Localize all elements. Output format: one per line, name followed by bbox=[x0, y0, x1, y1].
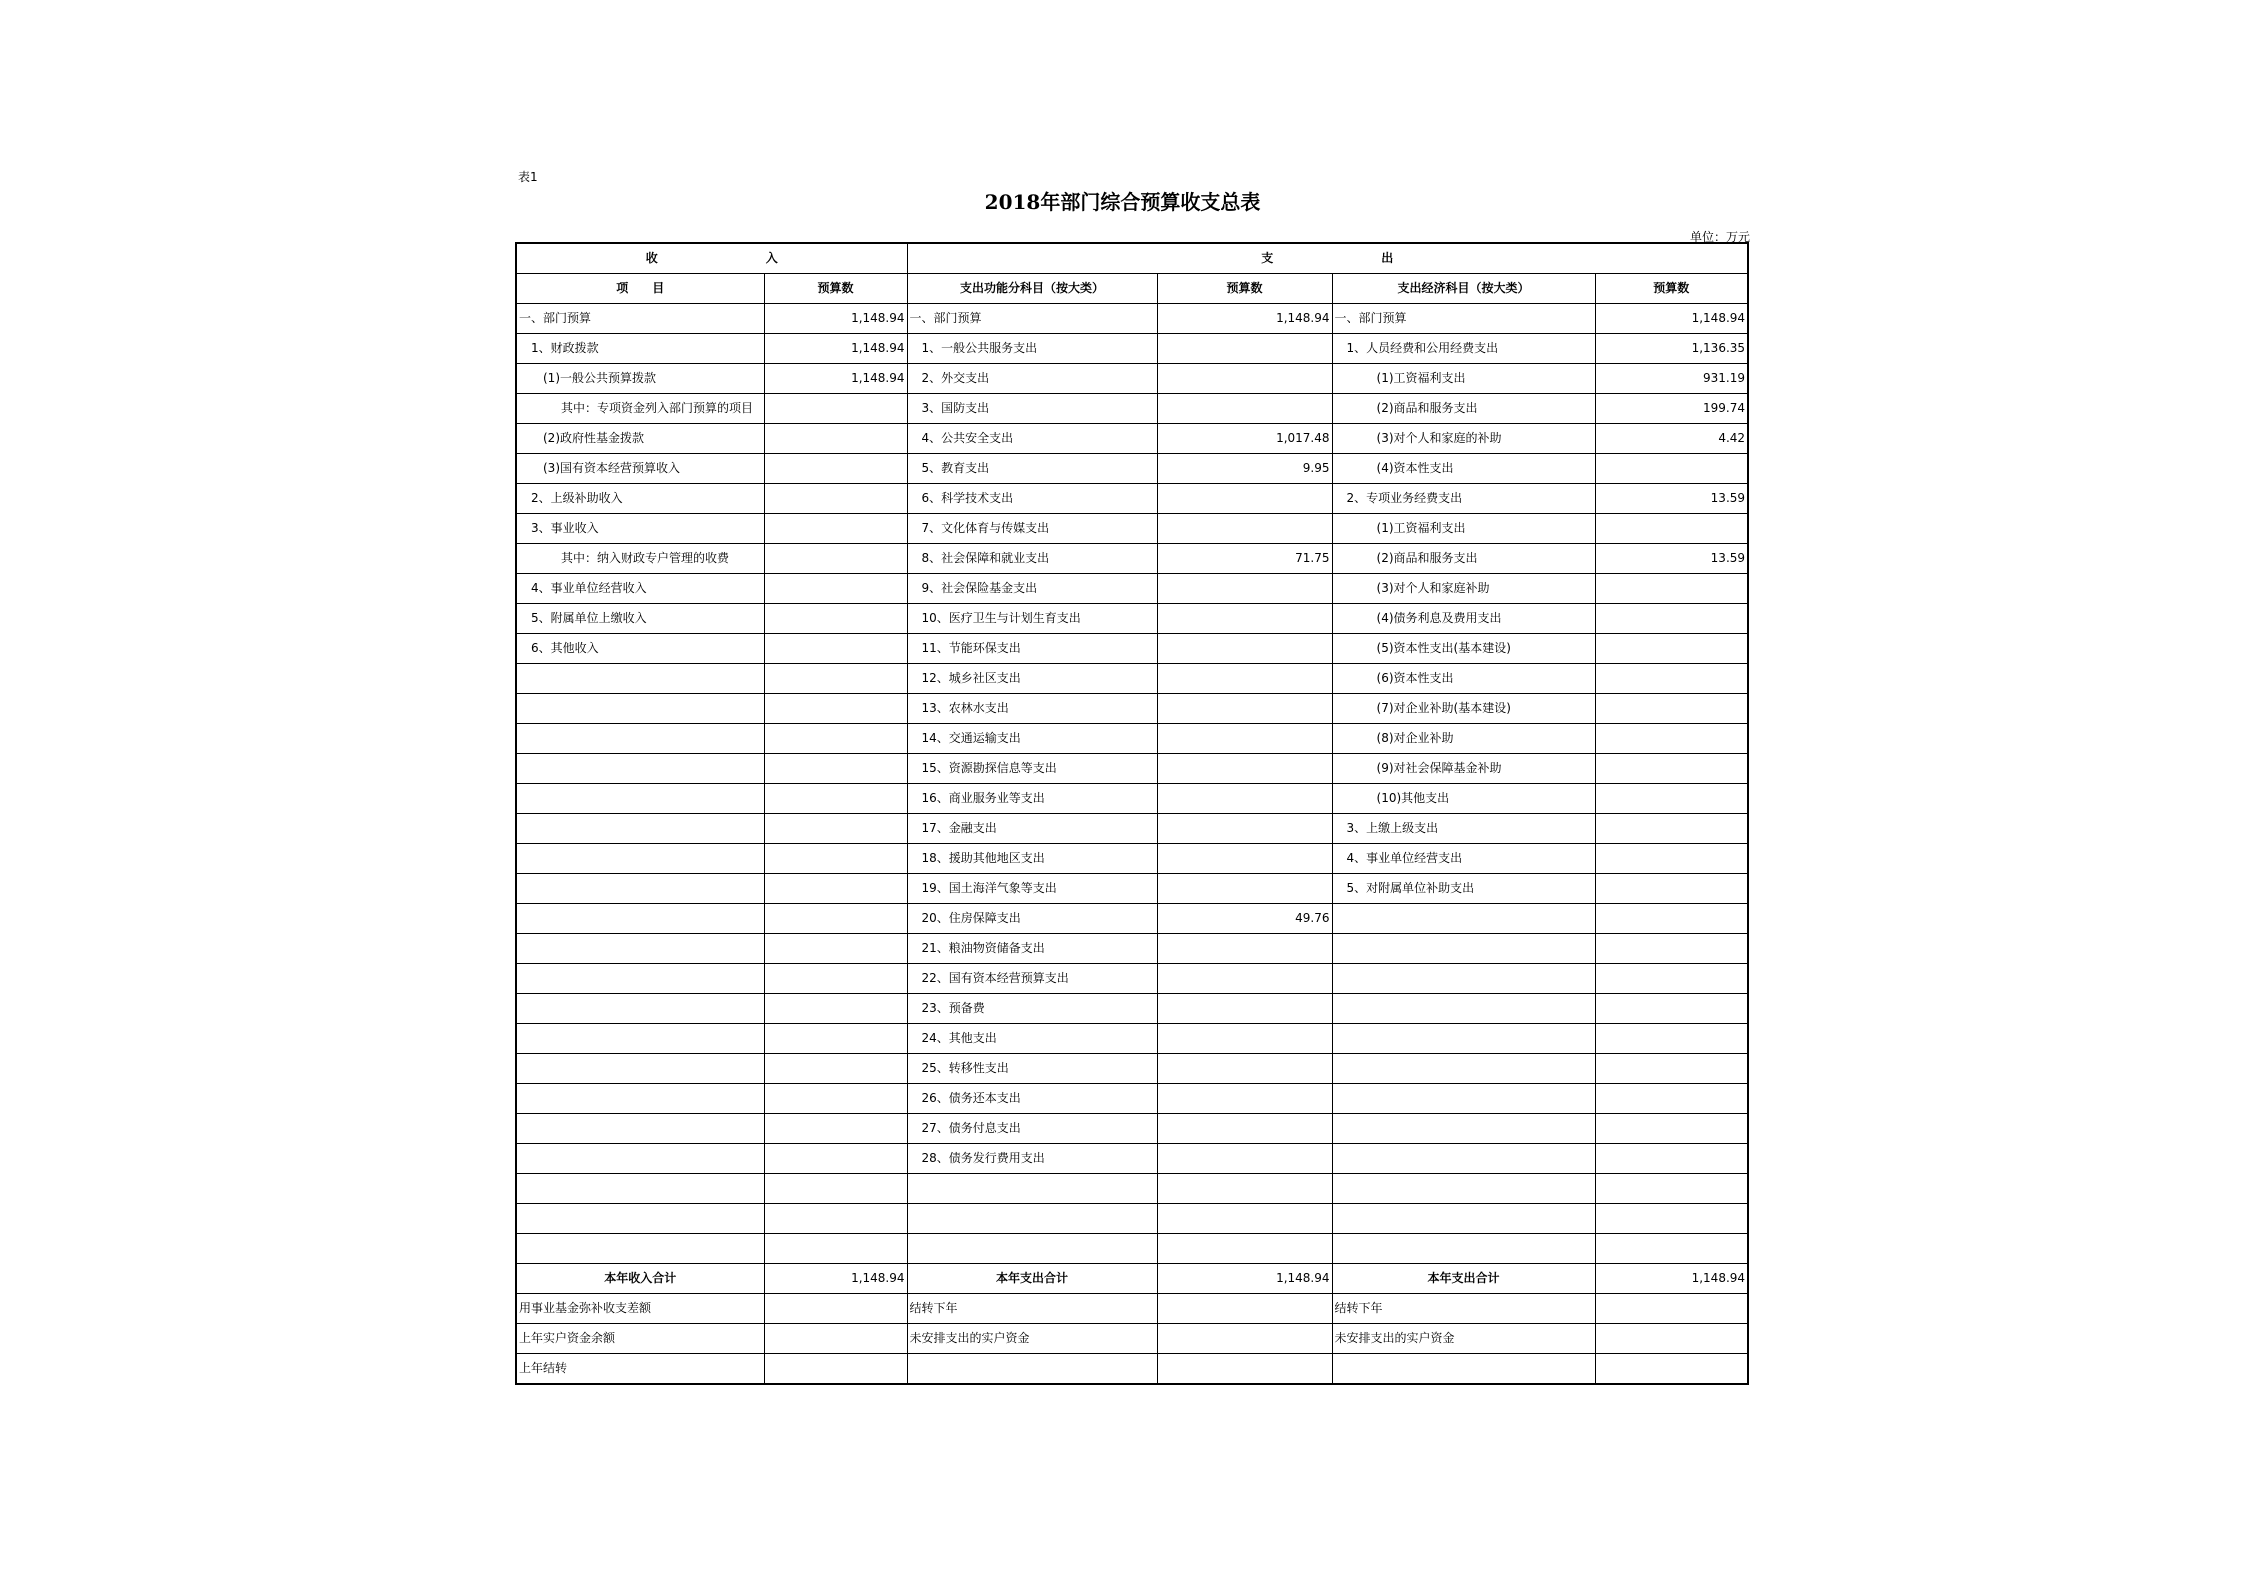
total-label: 本年支出合计 bbox=[907, 1264, 1157, 1294]
expense-function-value bbox=[1157, 334, 1332, 364]
expense-function-value bbox=[1157, 394, 1332, 424]
expense-function-value bbox=[1157, 1084, 1332, 1114]
income-budget-value bbox=[764, 1084, 907, 1114]
expense-function-label: 21、粮油物资储备支出 bbox=[907, 934, 1157, 964]
income-budget-value bbox=[764, 454, 907, 484]
expense-function-label: 1、一般公共服务支出 bbox=[907, 334, 1157, 364]
expense-function-value bbox=[1157, 664, 1332, 694]
expense-economic-label bbox=[1332, 1204, 1595, 1234]
expense-economic-value bbox=[1595, 1204, 1748, 1234]
income-budget-value bbox=[764, 1024, 907, 1054]
expense-function-label: 12、城乡社区支出 bbox=[907, 664, 1157, 694]
income-budget-value bbox=[764, 784, 907, 814]
expense-economic-label: (8)对企业补助 bbox=[1332, 724, 1595, 754]
income-item-label: 3、事业收入 bbox=[516, 514, 764, 544]
income-item-label: 5、附属单位上缴收入 bbox=[516, 604, 764, 634]
income-budget-value bbox=[764, 874, 907, 904]
income-item-label: 其中：纳入财政专户管理的收费 bbox=[516, 544, 764, 574]
income-budget-value bbox=[764, 934, 907, 964]
expense-function-label: 3、国防支出 bbox=[907, 394, 1157, 424]
table-row bbox=[516, 1234, 1748, 1264]
table-row bbox=[516, 544, 1748, 574]
table-row bbox=[516, 874, 1748, 904]
expense-function-value bbox=[1157, 1024, 1332, 1054]
income-item-label bbox=[516, 1174, 764, 1204]
expense-function-value: 9.95 bbox=[1157, 454, 1332, 484]
expense-function-label: 2、外交支出 bbox=[907, 364, 1157, 394]
table-row bbox=[516, 934, 1748, 964]
expense-economic-label: (3)对个人和家庭补助 bbox=[1332, 574, 1595, 604]
expense-economic-label: (4)资本性支出 bbox=[1332, 454, 1595, 484]
income-budget-value bbox=[764, 1144, 907, 1174]
expense-economic-label bbox=[1332, 964, 1595, 994]
expense-function-label: 18、援助其他地区支出 bbox=[907, 844, 1157, 874]
table-row bbox=[516, 1114, 1748, 1144]
table-row bbox=[516, 1054, 1748, 1084]
footer-value bbox=[1595, 1324, 1748, 1354]
page-title: 2018年部门综合预算收支总表 bbox=[984, 190, 1261, 214]
expense-economic-label: (2)商品和服务支出 bbox=[1332, 394, 1595, 424]
expense-economic-value bbox=[1595, 604, 1748, 634]
expense-economic-label bbox=[1332, 1234, 1595, 1264]
expense-economic-value: 1,148.94 bbox=[1595, 304, 1748, 334]
expense-function-value bbox=[1157, 1234, 1332, 1264]
expense-function-label: 8、社会保障和就业支出 bbox=[907, 544, 1157, 574]
expense-function-value bbox=[1157, 694, 1332, 724]
income-item-label: 2、上级补助收入 bbox=[516, 484, 764, 514]
income-budget-value bbox=[764, 1114, 907, 1144]
income-item-label bbox=[516, 934, 764, 964]
col-header-function-item: 支出功能分科目（按大类） bbox=[907, 274, 1157, 304]
budget-summary-table bbox=[515, 242, 1749, 1385]
expense-economic-label: (9)对社会保障基金补助 bbox=[1332, 754, 1595, 784]
expense-function-label: 20、住房保障支出 bbox=[907, 904, 1157, 934]
expense-economic-value: 1,136.35 bbox=[1595, 334, 1748, 364]
income-budget-value bbox=[764, 544, 907, 574]
totals-row bbox=[516, 1264, 1748, 1294]
col-header-item: 项 目 bbox=[516, 274, 764, 304]
expense-function-label: 17、金融支出 bbox=[907, 814, 1157, 844]
income-budget-value bbox=[764, 484, 907, 514]
expense-economic-label: 3、上缴上级支出 bbox=[1332, 814, 1595, 844]
income-item-label bbox=[516, 814, 764, 844]
footer-value bbox=[1157, 1294, 1332, 1324]
footer-label: 上年实户资金余额 bbox=[516, 1324, 764, 1354]
income-item-label bbox=[516, 904, 764, 934]
expense-economic-value bbox=[1595, 1234, 1748, 1264]
expense-function-label: 7、文化体育与传媒支出 bbox=[907, 514, 1157, 544]
expense-economic-value bbox=[1595, 454, 1748, 484]
expense-function-label: 16、商业服务业等支出 bbox=[907, 784, 1157, 814]
expense-function-value bbox=[1157, 754, 1332, 784]
income-item-label bbox=[516, 844, 764, 874]
expense-economic-label: (3)对个人和家庭的补助 bbox=[1332, 424, 1595, 454]
footer-label: 结转下年 bbox=[1332, 1294, 1595, 1324]
income-budget-value bbox=[764, 664, 907, 694]
footer-label bbox=[1332, 1354, 1595, 1385]
footer-row bbox=[516, 1354, 1748, 1385]
expense-economic-label: (5)资本性支出(基本建设) bbox=[1332, 634, 1595, 664]
expense-economic-value bbox=[1595, 1174, 1748, 1204]
income-item-label bbox=[516, 1084, 764, 1114]
table-row bbox=[516, 694, 1748, 724]
expense-function-label: 24、其他支出 bbox=[907, 1024, 1157, 1054]
expense-economic-value bbox=[1595, 664, 1748, 694]
expense-economic-label: (6)资本性支出 bbox=[1332, 664, 1595, 694]
table-row bbox=[516, 1174, 1748, 1204]
footer-row bbox=[516, 1294, 1748, 1324]
expense-function-label: 10、医疗卫生与计划生育支出 bbox=[907, 604, 1157, 634]
expense-economic-label: (2)商品和服务支出 bbox=[1332, 544, 1595, 574]
income-budget-value: 1,148.94 bbox=[764, 334, 907, 364]
footer-value bbox=[1157, 1324, 1332, 1354]
expense-economic-label: (7)对企业补助(基本建设) bbox=[1332, 694, 1595, 724]
expense-economic-value bbox=[1595, 514, 1748, 544]
expense-function-value bbox=[1157, 364, 1332, 394]
expense-economic-value bbox=[1595, 724, 1748, 754]
expense-economic-label bbox=[1332, 1174, 1595, 1204]
expense-economic-label bbox=[1332, 1054, 1595, 1084]
footer-label: 上年结转 bbox=[516, 1354, 764, 1385]
total-value: 1,148.94 bbox=[1595, 1264, 1748, 1294]
footer-value bbox=[764, 1294, 907, 1324]
income-item-label bbox=[516, 964, 764, 994]
income-item-label bbox=[516, 664, 764, 694]
expense-economic-value bbox=[1595, 844, 1748, 874]
expense-economic-value bbox=[1595, 904, 1748, 934]
group-header-row bbox=[516, 243, 1748, 274]
expense-economic-label: 2、专项业务经费支出 bbox=[1332, 484, 1595, 514]
expense-economic-label: 1、人员经费和公用经费支出 bbox=[1332, 334, 1595, 364]
expense-economic-value bbox=[1595, 964, 1748, 994]
income-item-label bbox=[516, 1024, 764, 1054]
footer-row bbox=[516, 1324, 1748, 1354]
table-row bbox=[516, 514, 1748, 544]
income-item-label: 其中：专项资金列入部门预算的项目 bbox=[516, 394, 764, 424]
expense-economic-label: (4)债务利息及费用支出 bbox=[1332, 604, 1595, 634]
col-header-budget: 预算数 bbox=[1595, 274, 1748, 304]
expense-function-value: 49.76 bbox=[1157, 904, 1332, 934]
expense-economic-value bbox=[1595, 1144, 1748, 1174]
expense-function-label: 11、节能环保支出 bbox=[907, 634, 1157, 664]
expense-function-value bbox=[1157, 964, 1332, 994]
income-item-label: 6、其他收入 bbox=[516, 634, 764, 664]
total-label: 本年支出合计 bbox=[1332, 1264, 1595, 1294]
income-budget-value bbox=[764, 994, 907, 1024]
income-item-label bbox=[516, 1114, 764, 1144]
expense-function-label: 28、债务发行费用支出 bbox=[907, 1144, 1157, 1174]
income-item-label bbox=[516, 874, 764, 904]
expense-function-label: 15、资源勘探信息等支出 bbox=[907, 754, 1157, 784]
expense-function-label bbox=[907, 1174, 1157, 1204]
expense-economic-value: 931.19 bbox=[1595, 364, 1748, 394]
expense-function-label: 4、公共安全支出 bbox=[907, 424, 1157, 454]
income-item-label bbox=[516, 1144, 764, 1174]
expense-economic-value: 4.42 bbox=[1595, 424, 1748, 454]
income-budget-value bbox=[764, 1234, 907, 1264]
expense-economic-label: (1)工资福利支出 bbox=[1332, 514, 1595, 544]
income-budget-value bbox=[764, 724, 907, 754]
expense-economic-value bbox=[1595, 874, 1748, 904]
income-item-label bbox=[516, 994, 764, 1024]
table-row bbox=[516, 994, 1748, 1024]
expense-function-value bbox=[1157, 1204, 1332, 1234]
income-budget-value bbox=[764, 754, 907, 784]
expense-economic-label bbox=[1332, 1114, 1595, 1144]
expense-function-value bbox=[1157, 994, 1332, 1024]
expense-economic-label: (1)工资福利支出 bbox=[1332, 364, 1595, 394]
total-label: 本年收入合计 bbox=[516, 1264, 764, 1294]
expense-function-value bbox=[1157, 484, 1332, 514]
expense-function-value bbox=[1157, 514, 1332, 544]
table-row bbox=[516, 424, 1748, 454]
income-budget-value bbox=[764, 634, 907, 664]
footer-label: 未安排支出的实户资金 bbox=[907, 1324, 1157, 1354]
footer-value bbox=[764, 1354, 907, 1385]
table-row bbox=[516, 604, 1748, 634]
expense-function-label: 14、交通运输支出 bbox=[907, 724, 1157, 754]
table-row bbox=[516, 634, 1748, 664]
footer-label: 未安排支出的实户资金 bbox=[1332, 1324, 1595, 1354]
expense-function-value bbox=[1157, 724, 1332, 754]
income-item-label bbox=[516, 694, 764, 724]
income-budget-value bbox=[764, 604, 907, 634]
col-header-budget: 预算数 bbox=[1157, 274, 1332, 304]
income-item-label: 4、事业单位经营收入 bbox=[516, 574, 764, 604]
expense-function-value bbox=[1157, 844, 1332, 874]
table-row bbox=[516, 394, 1748, 424]
income-budget-value bbox=[764, 964, 907, 994]
expense-economic-value bbox=[1595, 1054, 1748, 1084]
income-item-label bbox=[516, 754, 764, 784]
table-row bbox=[516, 484, 1748, 514]
income-item-label: (3)国有资本经营预算收入 bbox=[516, 454, 764, 484]
table-row bbox=[516, 904, 1748, 934]
expense-economic-value bbox=[1595, 784, 1748, 814]
table-row bbox=[516, 1084, 1748, 1114]
income-group-header: 收 入 bbox=[516, 243, 907, 274]
expense-group-header: 支 出 bbox=[907, 243, 1748, 274]
footer-value bbox=[764, 1324, 907, 1354]
expense-function-label bbox=[907, 1204, 1157, 1234]
income-budget-value bbox=[764, 424, 907, 454]
expense-function-label bbox=[907, 1234, 1157, 1264]
expense-economic-value bbox=[1595, 694, 1748, 724]
expense-function-value bbox=[1157, 1114, 1332, 1144]
income-budget-value bbox=[764, 904, 907, 934]
total-value: 1,148.94 bbox=[1157, 1264, 1332, 1294]
table-row bbox=[516, 1024, 1748, 1054]
expense-economic-value bbox=[1595, 754, 1748, 784]
table-row bbox=[516, 574, 1748, 604]
expense-function-value bbox=[1157, 634, 1332, 664]
expense-economic-value bbox=[1595, 994, 1748, 1024]
income-item-label bbox=[516, 784, 764, 814]
table-number: 表1 bbox=[518, 170, 538, 184]
expense-economic-label bbox=[1332, 934, 1595, 964]
expense-function-value bbox=[1157, 1174, 1332, 1204]
expense-economic-label bbox=[1332, 994, 1595, 1024]
expense-function-value bbox=[1157, 814, 1332, 844]
table-row bbox=[516, 844, 1748, 874]
income-budget-value bbox=[764, 694, 907, 724]
expense-economic-value bbox=[1595, 574, 1748, 604]
expense-function-label: 6、科学技术支出 bbox=[907, 484, 1157, 514]
expense-economic-label bbox=[1332, 1024, 1595, 1054]
footer-label bbox=[907, 1354, 1157, 1385]
expense-economic-value bbox=[1595, 814, 1748, 844]
expense-economic-label bbox=[1332, 1084, 1595, 1114]
expense-function-value: 71.75 bbox=[1157, 544, 1332, 574]
expense-function-label: 26、债务还本支出 bbox=[907, 1084, 1157, 1114]
expense-economic-label bbox=[1332, 904, 1595, 934]
income-item-label: (2)政府性基金拨款 bbox=[516, 424, 764, 454]
income-item-label bbox=[516, 1204, 764, 1234]
expense-economic-label: (10)其他支出 bbox=[1332, 784, 1595, 814]
income-budget-value bbox=[764, 814, 907, 844]
expense-function-label: 25、转移性支出 bbox=[907, 1054, 1157, 1084]
expense-economic-value bbox=[1595, 1114, 1748, 1144]
expense-economic-value bbox=[1595, 1084, 1748, 1114]
income-item-label bbox=[516, 1234, 764, 1264]
income-budget-value bbox=[764, 394, 907, 424]
expense-economic-value: 13.59 bbox=[1595, 484, 1748, 514]
table-row bbox=[516, 664, 1748, 694]
expense-economic-value bbox=[1595, 1024, 1748, 1054]
table-row bbox=[516, 334, 1748, 364]
unit-label: 单位：万元 bbox=[1689, 230, 1750, 244]
table-row bbox=[516, 1204, 1748, 1234]
income-budget-value: 1,148.94 bbox=[764, 364, 907, 394]
expense-economic-value bbox=[1595, 634, 1748, 664]
expense-function-value: 1,017.48 bbox=[1157, 424, 1332, 454]
footer-value bbox=[1595, 1354, 1748, 1385]
column-header-row bbox=[516, 274, 1748, 304]
expense-function-value bbox=[1157, 874, 1332, 904]
expense-function-label: 5、教育支出 bbox=[907, 454, 1157, 484]
table-row bbox=[516, 1144, 1748, 1174]
income-budget-value bbox=[764, 514, 907, 544]
footer-label: 用事业基金弥补收支差额 bbox=[516, 1294, 764, 1324]
table-row bbox=[516, 964, 1748, 994]
table-row bbox=[516, 724, 1748, 754]
expense-function-value bbox=[1157, 1054, 1332, 1084]
expense-function-label: 9、社会保险基金支出 bbox=[907, 574, 1157, 604]
expense-function-label: 一、部门预算 bbox=[907, 304, 1157, 334]
expense-function-value bbox=[1157, 784, 1332, 814]
expense-economic-value bbox=[1595, 934, 1748, 964]
income-budget-value bbox=[764, 1204, 907, 1234]
table-row bbox=[516, 814, 1748, 844]
expense-function-value bbox=[1157, 604, 1332, 634]
income-item-label: (1)一般公共预算拨款 bbox=[516, 364, 764, 394]
expense-function-label: 27、债务付息支出 bbox=[907, 1114, 1157, 1144]
income-budget-value bbox=[764, 574, 907, 604]
footer-label: 结转下年 bbox=[907, 1294, 1157, 1324]
expense-function-label: 13、农林水支出 bbox=[907, 694, 1157, 724]
table-row bbox=[516, 304, 1748, 334]
table-row bbox=[516, 364, 1748, 394]
expense-function-label: 19、国土海洋气象等支出 bbox=[907, 874, 1157, 904]
total-value: 1,148.94 bbox=[764, 1264, 907, 1294]
income-item-label: 1、财政拨款 bbox=[516, 334, 764, 364]
expense-function-value bbox=[1157, 574, 1332, 604]
col-header-budget: 预算数 bbox=[764, 274, 907, 304]
expense-economic-label: 一、部门预算 bbox=[1332, 304, 1595, 334]
expense-economic-label: 4、事业单位经营支出 bbox=[1332, 844, 1595, 874]
expense-function-value: 1,148.94 bbox=[1157, 304, 1332, 334]
expense-function-label: 22、国有资本经营预算支出 bbox=[907, 964, 1157, 994]
income-item-label: 一、部门预算 bbox=[516, 304, 764, 334]
table-row bbox=[516, 454, 1748, 484]
income-item-label bbox=[516, 1054, 764, 1084]
income-item-label bbox=[516, 724, 764, 754]
footer-value bbox=[1157, 1354, 1332, 1385]
footer-value bbox=[1595, 1294, 1748, 1324]
table-row bbox=[516, 754, 1748, 784]
income-budget-value bbox=[764, 1054, 907, 1084]
expense-function-label: 23、预备费 bbox=[907, 994, 1157, 1024]
table-row bbox=[516, 784, 1748, 814]
income-budget-value bbox=[764, 1174, 907, 1204]
income-budget-value: 1,148.94 bbox=[764, 304, 907, 334]
expense-economic-label bbox=[1332, 1144, 1595, 1174]
expense-function-value bbox=[1157, 1144, 1332, 1174]
expense-economic-value: 199.74 bbox=[1595, 394, 1748, 424]
col-header-economic-item: 支出经济科目（按大类） bbox=[1332, 274, 1595, 304]
expense-function-value bbox=[1157, 934, 1332, 964]
income-budget-value bbox=[764, 844, 907, 874]
expense-economic-label: 5、对附属单位补助支出 bbox=[1332, 874, 1595, 904]
expense-economic-value: 13.59 bbox=[1595, 544, 1748, 574]
